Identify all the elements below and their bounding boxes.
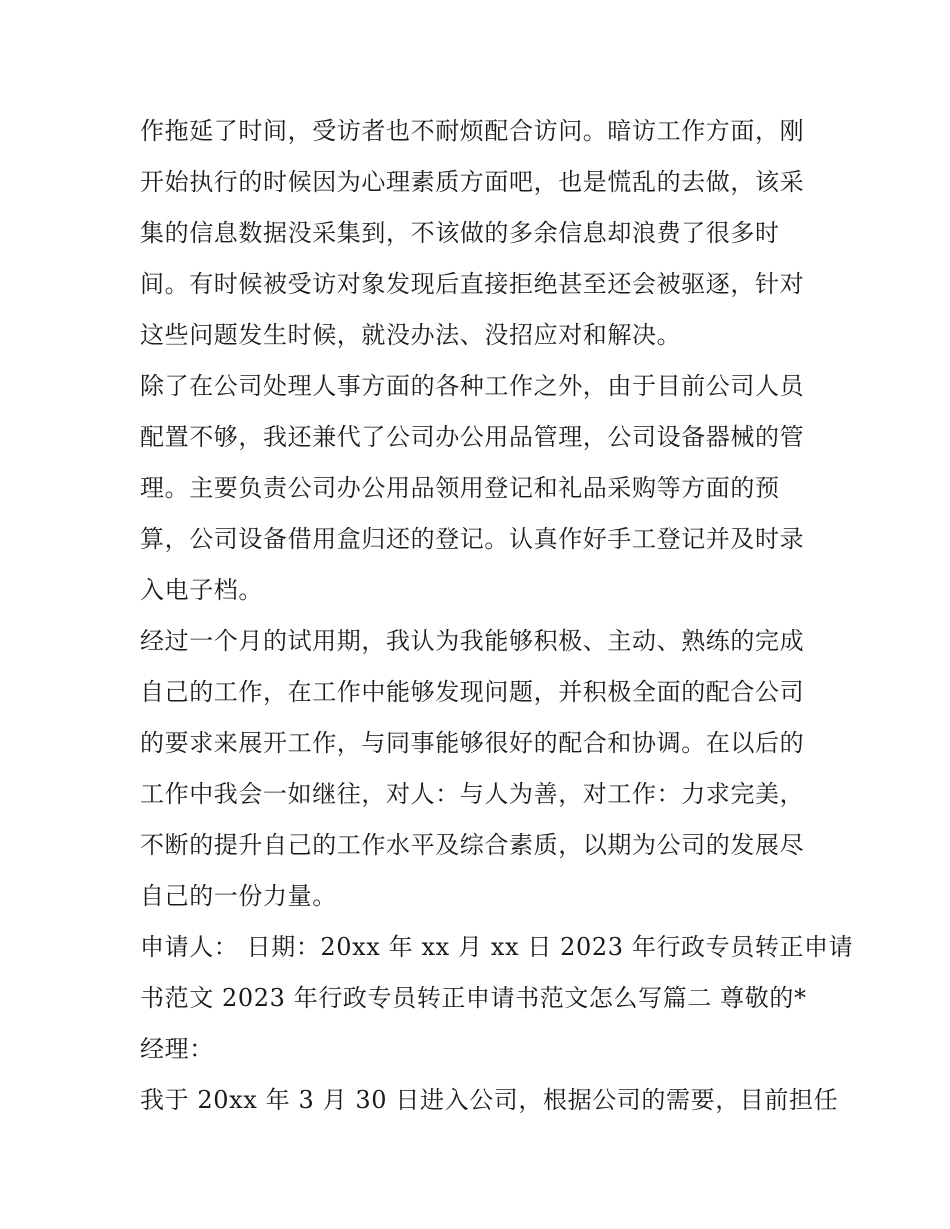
text-line: 开始执行的时候因为心理素质方面吧，也是慌乱的去做，该采 [140,168,805,196]
text-line: 这些问题发生时候，就没办法、没招应对和解决。 [140,321,682,349]
text-line: 除了在公司处理人事方面的各种工作之外，由于目前公司人员 [140,372,805,400]
text-line: 入电子档。 [140,576,263,604]
text-line: 自己的一份力量。 [140,882,337,910]
text-line: 集的信息数据没采集到，不该做的多余信息却浪费了很多时 [140,219,780,247]
text-line: 作拖延了时间，受访者也不耐烦配合访问。暗访工作方面，刚 [140,117,805,145]
text-line: 申请人： 日期：20xx 年 xx 月 xx 日 2023 年行政专员转正申请 [140,933,854,961]
text-line: 书范文 2023 年行政专员转正申请书范文怎么写篇二 尊敬的* [140,984,807,1012]
text-line: 间。有时候被受访对象发现后直接拒绝甚至还会被驱逐，针对 [140,270,805,298]
text-line: 的要求来展开工作，与同事能够很好的配合和协调。在以后的 [140,729,805,757]
text-line: 工作中我会一如继往，对人：与人为善，对工作：力求完美， [140,780,805,808]
text-line: 自己的工作，在工作中能够发现问题，并积极全面的配合公司 [140,678,805,706]
text-line: 经过一个月的试用期，我认为我能够积极、主动、熟练的完成 [140,627,805,655]
document-body [140,106,854,1126]
text-line: 算，公司设备借用盒归还的登记。认真作好手工登记并及时录 [140,525,805,553]
text-line: 理。主要负责公司办公用品领用登记和礼品采购等方面的预 [140,474,780,502]
text-line: 经理： [140,1035,214,1063]
text-line: 不断的提升自己的工作水平及综合素质，以期为公司的发展尽 [140,831,805,859]
text-line: 我于 20xx 年 3 月 30 日进入公司，根据公司的需要，目前担任 [140,1086,839,1114]
text-line: 配置不够，我还兼代了公司办公用品管理，公司设备器械的管 [140,423,805,451]
